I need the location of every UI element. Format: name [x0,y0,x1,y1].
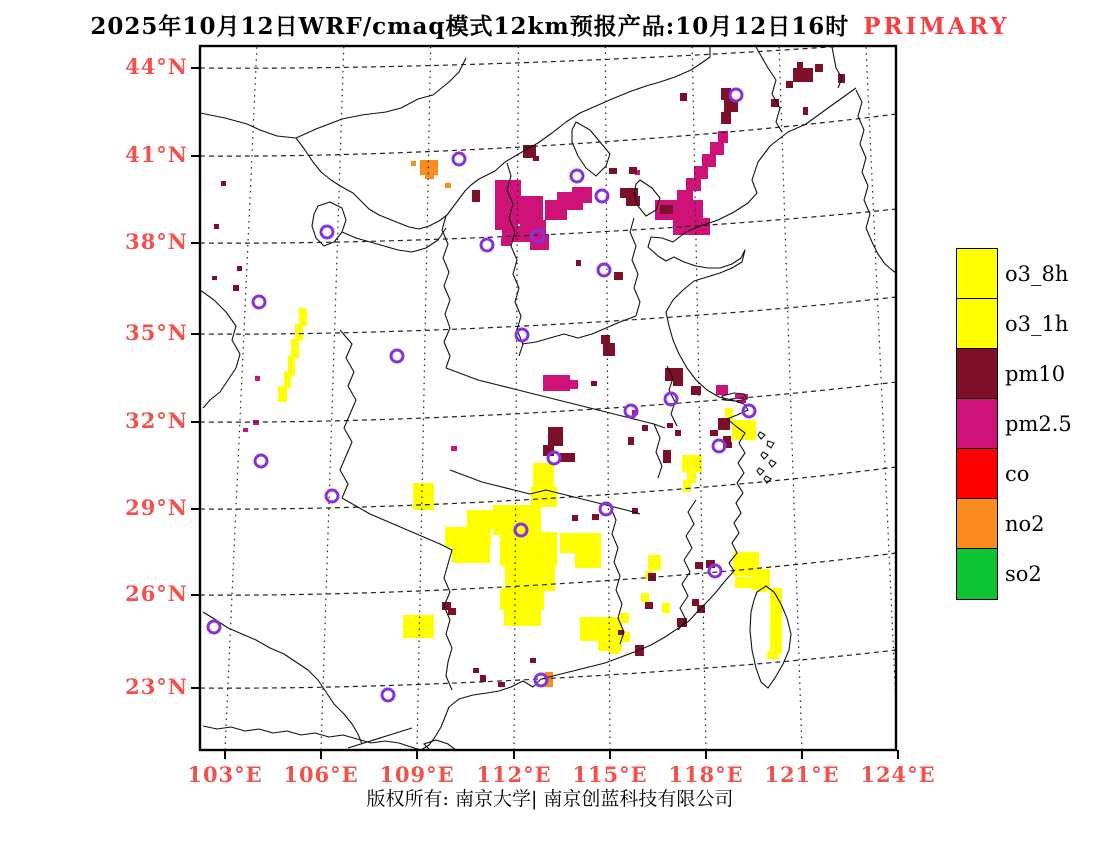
lon-label-118E: 118°E [668,762,744,787]
pm10-cell [675,430,681,436]
boundary-line [756,47,782,132]
pm10-cell [721,112,731,124]
city-marker [596,190,608,202]
o3-cell [500,589,544,610]
pm10-cell [448,608,456,615]
legend-swatch-no2 [956,498,998,550]
pm25-cell [501,238,511,246]
boundary-line [200,58,466,138]
pm10-cell [533,156,539,161]
o3-cell [500,532,557,566]
island-outline [764,476,771,483]
pm10-cell [603,343,615,356]
title-text: 2025年10月12日WRF/cmaq模式12km预报产品:10月12日16时 [90,13,850,40]
lat-label-26N: 26°N [125,581,188,606]
pm10-cell [786,81,793,88]
city-marker [571,170,583,182]
pm10-cell [793,68,813,82]
pm10-cell [691,386,701,395]
boundary-line [203,612,362,744]
o3-cell [735,577,753,588]
pm25-cell [570,380,578,389]
pm10-cell [803,107,808,115]
boundary-line [348,728,412,748]
lat-label-38N: 38°N [125,229,188,254]
no2-cell [420,160,438,175]
meridian-line [779,46,802,750]
boundary-line [200,290,240,408]
meridian-line [514,46,518,750]
o3-cell [580,617,622,641]
city-marker [253,296,265,308]
o3-cell [732,420,756,440]
pm10-cell [601,335,610,344]
city-marker [598,264,610,276]
island-outline [767,441,774,448]
title-badge: PRIMARY [863,13,1010,40]
pm10-cell [692,599,699,606]
boundary-line [342,498,452,690]
o3-cell [767,651,779,659]
boundary-line [340,330,356,498]
city-marker [208,621,220,633]
pm10-cell [614,272,623,280]
boundary-line [654,424,662,478]
pm10-cell [663,450,671,463]
lon-label-112E: 112°E [476,762,552,787]
lat-label-32N: 32°N [125,408,188,433]
map-layers [200,42,898,750]
city-marker [481,239,493,251]
o3-cell [403,615,434,638]
city-marker [730,89,742,101]
pm10-cell [673,378,683,386]
pm25-cell [543,375,570,391]
pm10-cell [797,62,803,68]
lon-label-106E: 106°E [283,762,359,787]
city-marker [516,329,528,341]
island-outline [761,452,768,459]
boundary-line [856,90,896,273]
boundary-line [312,202,346,246]
lat-label-41N: 41°N [125,142,188,167]
pm10-cell [530,658,536,663]
city-marker [382,689,394,701]
pm10-cell [576,260,581,266]
lat-label-35N: 35°N [125,320,188,345]
pm10-cell [472,190,480,202]
boundary-line [296,138,505,229]
pm10-cell [645,602,653,609]
lon-label-124E: 124°E [860,762,936,787]
pm10-cell [642,425,648,431]
pm10-cell [214,224,219,229]
pm10-cell [609,168,617,174]
o3-cell [413,483,434,510]
city-marker [255,455,267,467]
o3-cell [445,527,491,547]
pm25-cell [694,166,708,179]
o3-cell [682,455,702,472]
o3-cell [770,588,782,654]
copyright-footer: 版权所有: 南京大学| 南京创蓝科技有限公司 [366,788,734,810]
o3-cell [533,463,554,489]
o3-cell [467,510,501,528]
o3-cell [575,551,601,568]
pm10-cell [710,430,718,436]
legend-label-pm10: pm10 [1005,362,1066,386]
o3-cell [620,613,629,623]
pm25-cell [686,178,701,191]
lat-label-23N: 23°N [125,674,188,699]
lon-label-103E: 103°E [187,762,263,787]
legend-swatch-o3_8h [956,248,998,300]
o3-cell [560,533,601,553]
lon-label-109E: 109°E [379,762,455,787]
legend-swatch-co [956,448,998,500]
island-outline [769,460,776,467]
pm10-cell [237,266,242,271]
meridian-line [692,46,706,750]
pm10-cell [212,276,217,280]
boundary-line [678,500,696,630]
boundary-line [522,316,636,344]
lat-label-44N: 44°N [125,54,188,79]
o3-cell [641,593,649,602]
meridian-line [866,46,898,750]
pm25-cell [710,142,724,155]
pm10-cell [233,285,239,291]
pm25-cell [255,376,260,381]
o3-cell [504,608,541,626]
meridian-line [321,46,344,750]
pm10-cell [815,64,823,72]
o3-cell [505,564,555,591]
o3-cell [278,386,287,402]
pm25-cell [515,196,543,224]
legend-swatch-so2 [956,548,998,600]
legend-swatch-pm2.5 [956,398,998,450]
city-marker [326,490,338,502]
legend-label-no2: no2 [1005,512,1045,536]
boundary-line [832,47,842,88]
pm10-cell [660,205,673,214]
city-marker [453,153,465,165]
no2-cell [425,173,434,179]
pm10-cell [680,93,687,101]
legend-label-co: co [1005,462,1030,486]
boundary-line [505,47,710,162]
lat-label-29N: 29°N [125,495,188,520]
pm10-cell [480,675,486,682]
pm10-cell [628,437,634,445]
lon-label-121E: 121°E [764,762,840,787]
legend-label-so2: so2 [1005,562,1042,586]
o3-cell [299,308,307,326]
boundary-line [572,122,610,176]
pm25-cell [702,154,716,167]
pm10-cell [572,515,578,521]
o3-cell [291,339,299,358]
legend-swatch-pm10 [956,348,998,400]
pm25-cell [572,187,592,203]
pm10-cell [592,514,599,520]
pm10-cell [629,167,637,174]
boundary-line [342,228,446,252]
legend-label-o3_8h: o3_8h [1005,262,1069,286]
o3-cell [648,555,661,570]
lon-label-115E: 115°E [572,762,648,787]
city-marker [391,350,403,362]
boundary-line [630,218,640,316]
pm25-cell [243,428,248,432]
no2-cell [445,183,451,188]
o3-cell [284,372,291,388]
o3-cell [452,546,490,563]
no2-cell [411,161,416,166]
island-outline [757,468,764,475]
legend-label-o3_1h: o3_1h [1005,312,1069,336]
legend-swatch-o3_1h [956,298,998,350]
pm10-cell [473,668,479,673]
o3-cell [683,480,691,492]
o3-cell [610,647,619,654]
boundary-line [203,88,856,750]
pm10-cell [221,181,226,186]
meridian-line [225,46,257,750]
pm10-cell [560,453,575,462]
pm10-cell [591,381,597,386]
pm10-cell [498,682,505,687]
island-outline [758,432,765,439]
o3-cell [295,324,303,341]
legend-label-pm2.5: pm2.5 [1005,412,1072,436]
pm25-cell [451,446,457,451]
city-marker [321,226,333,238]
pm10-cell [667,423,673,428]
pm25-cell [716,385,728,395]
o3-cell [662,603,670,613]
pm10-cell [548,427,563,446]
